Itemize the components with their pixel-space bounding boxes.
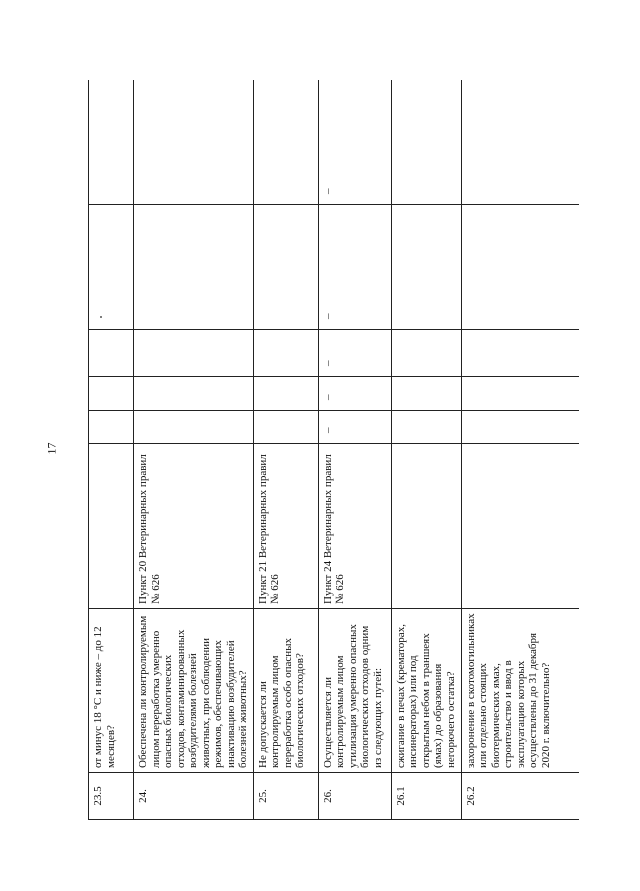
extra-cell [253,80,318,205]
basis-cell [391,444,461,609]
basis-cell: Пункт 24 Ветеринарных правил № 626 [318,444,391,609]
note-cell: – [318,205,391,330]
mark-cell-no [461,377,579,411]
mark-cell-na [391,330,461,377]
question-cell: от минус 18 °С и ниже – до 12 месяцев? [89,609,134,773]
table-row [253,80,318,820]
extra-cell [391,80,461,205]
mark-cell-na [134,330,254,377]
question-cell: сжигание в печах (крематорах, инсинераторах) или под открытым небом в траншеях (ямах) до образования негорючего остатка? [391,609,461,773]
table-row [89,80,134,820]
table-row [134,80,254,820]
row-number: 25. [253,773,318,820]
mark-cell-yes [391,411,461,444]
table-row [391,80,461,820]
extra-cell [461,80,579,205]
extra-cell: – [318,80,391,205]
mark-cell-na [253,330,318,377]
basis-cell: Пункт 20 Ветеринарных правил № 626 [134,444,254,609]
mark-cell-yes [461,411,579,444]
row-number: 26.1 [391,773,461,820]
mark-cell-no [253,377,318,411]
question-cell: Осуществляется ли контролируемым лицом утилизация умеренно опасных биологических отходов одним из следующих путей: [318,609,391,773]
mark-cell-na: – [318,330,391,377]
extra-cell [89,80,134,205]
rotated-table-wrapper [88,80,579,820]
mark-cell-yes [89,411,134,444]
row-number: 23.5 [89,773,134,820]
mark-cell-yes: – [318,411,391,444]
note-cell [134,205,254,330]
table-row [461,80,579,820]
mark-cell-yes [253,411,318,444]
table-row [318,80,391,820]
basis-cell [89,444,134,609]
note-cell [253,205,318,330]
mark-cell-no [391,377,461,411]
extra-cell [134,80,254,205]
row-number: 26.2 [461,773,579,820]
question-cell: захоронение в скотомогильниках или отдельно стоящих биотермических ямах, строительство и ввод в эксплуатацию которых осуществлены до 31 декабря 2020 г. включительно? [461,609,579,773]
row-number: 24. [134,773,254,820]
question-cell: Обеспечена ли контролируемым лицом переработка умеренно опасных биологических отходов, контаминированных возбудителями болезней животных, при соблюдении режимов, обеспечивающих инактивацию возбудителей болезней животных? [134,609,254,773]
mark-cell-na [89,330,134,377]
note-cell [391,205,461,330]
checklist-table [88,80,579,820]
row-number: 26. [318,773,391,820]
question-cell: Не допускается ли контролируемым лицом переработка особо опасных биологических отходов? [253,609,318,773]
mark-cell-na [461,330,579,377]
basis-cell [461,444,579,609]
note-cell [89,205,134,330]
mark-cell-no [89,377,134,411]
mark-cell-yes [134,411,254,444]
basis-cell: Пункт 21 Ветеринарных правил № 626 [253,444,318,609]
mark-cell-no: – [318,377,391,411]
note-cell [461,205,579,330]
checklist-table-rotated [88,80,579,820]
mark-cell-no [134,377,254,411]
page-number: 17 [44,442,59,454]
